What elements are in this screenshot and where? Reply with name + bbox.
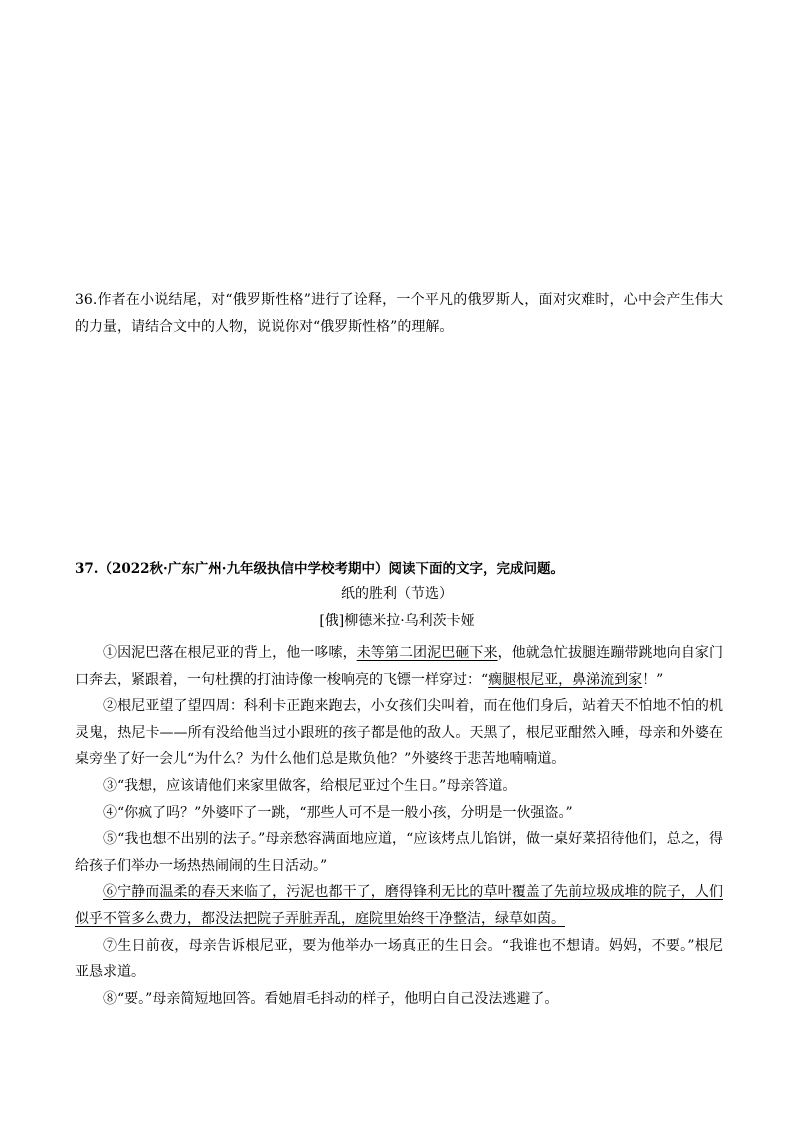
question-36-text: 36.作者在小说结尾，对“俄罗斯性格”进行了诠释，一个平凡的俄罗斯人，面对灾难时，心中会产生伟大的力量，请结合文中的人物，说说你对“俄罗斯性格”的理解。 (75, 292, 723, 335)
question-37-heading: 37.（2022秋·广东广州·九年级执信中学校考期中）阅读下面的文字，完成问题。 (75, 561, 564, 577)
paragraph-7: ⑦生日前夜，母亲告诉根尼亚，要为他举办一场真正的生日会。“我谁也不想请。妈妈，不要。”根尼亚恳求道。 (75, 937, 723, 981)
paragraph-1-underlined: 未等第二团泥巴砸下来 (356, 645, 498, 661)
paragraph-1-text-c: ！” (642, 671, 664, 688)
paragraph-2: ②根尼亚望了望四周：科利卡正跑来跑去，小女孩们尖叫着，而在他们身后，站着天不怕地不怕的机灵鬼，热尼卡——所有没给他当过小跟班的孩子都是他的敌人。天黑了，根尼亚酣然入睡，母亲和外婆在桌旁坐了好一会儿“为什么？为什么他们总是欺负他？”外婆终于悲苦地喃喃道。 (75, 698, 723, 768)
passage-author: [俄]柳德米拉·乌利茨卡娅 (319, 613, 475, 629)
paragraph-6-underlined: ⑥宁静而温柔的春天来临了，污泥也都干了，磨得锋利无比的草叶覆盖了先前垃圾成堆的院子，人们似乎不管多么费力，都没法把院子弄脏弄乱，庭院里始终干净整洁，绿草如茵。 (75, 884, 723, 927)
paragraph-8: ⑧“要。”母亲简短地回答。看她眉毛抖动的样子，他明白自己没法逃避了。 (103, 990, 559, 1007)
paragraph-3: ③“我想，应该请他们来家里做客，给根尼亚过个生日。”母亲答道。 (103, 777, 517, 794)
paragraph-1-underlined-2: 瘸腿根尼亚，鼻涕流到家 (488, 671, 643, 688)
paragraph-1 (75, 640, 723, 693)
paragraph-1-text-a: ①因泥巴落在根尼亚的背上，他一哆嗦， (103, 645, 357, 661)
passage-body (75, 640, 723, 1012)
paragraph-1-text-b: ，他就急忙拔腿连蹦带跳地向自家门口奔去，紧跟着，一句杜撰的打油诗像一梭响亮的飞镖一样穿过：“ (75, 645, 724, 688)
paragraph-5: ⑤“我也想不出别的法子。”母亲愁容满面地应道，“应该烤点儿馅饼，做一桌好菜招待他们，总之，得给孩子们举办一场热热闹闹的生日活动。” (75, 831, 723, 874)
paragraph-6 (75, 879, 723, 932)
question-36 (75, 287, 723, 341)
paragraph-4: ④“你疯了吗？”外婆吓了一跳，“那些人可不是一般小孩，分明是一伙强盗。” (103, 804, 573, 821)
passage-title: 纸的胜利（节选） (341, 586, 453, 602)
